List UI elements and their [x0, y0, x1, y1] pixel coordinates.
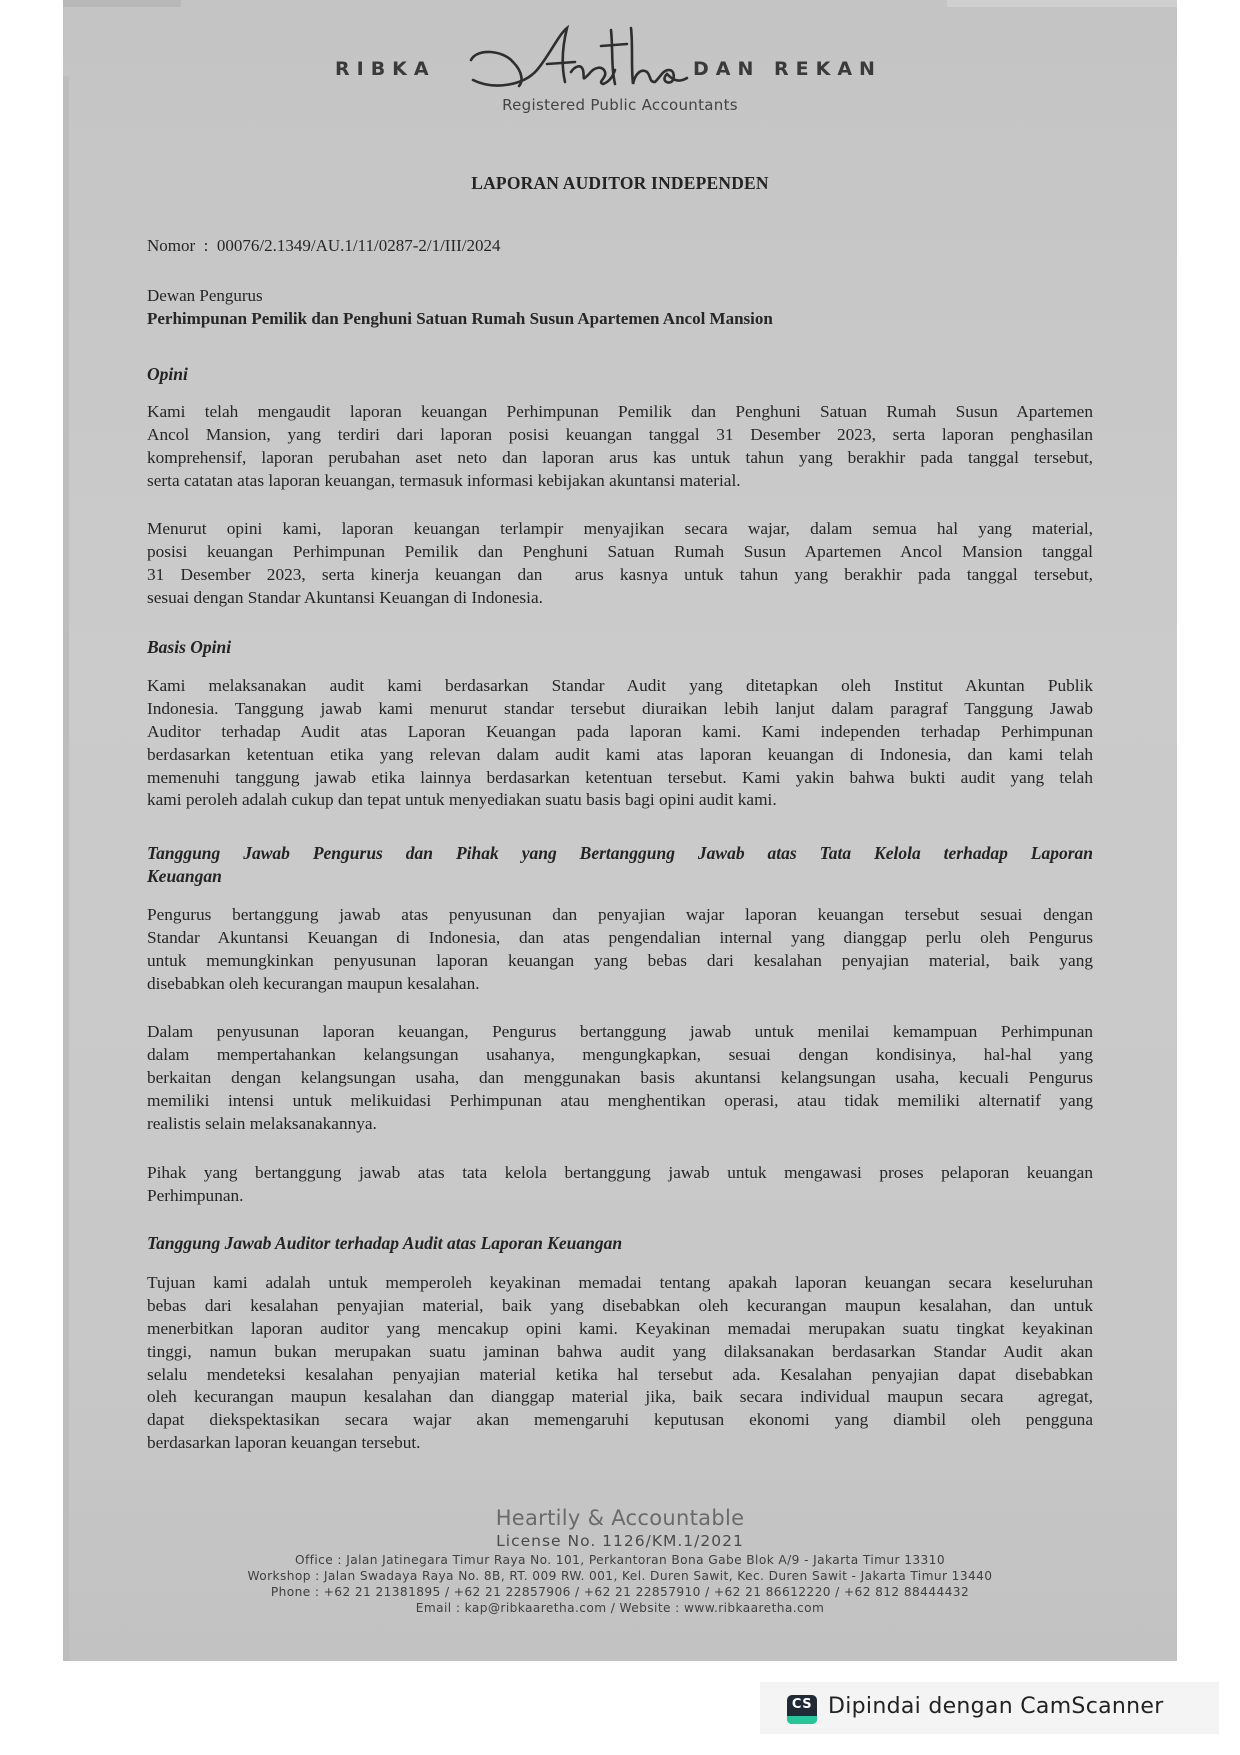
text-line: Kami melaksanakan audit kami berdasarkan Standar Audit yang ditetapkan oleh Institut Akuntan Publik	[147, 676, 1093, 695]
text-line: Standar Akuntansi Keuangan di Indonesia, dan atas pengendalian internal yang dianggap perlu oleh Pengurus	[147, 927, 1093, 947]
text-line: dapat diekspektasikan secara wajar akan memengaruhi keputusan ekonomi yang diambil oleh pengguna	[147, 1410, 1093, 1430]
text-line: Menurut opini kami, laporan keuangan terlampir menyajikan secara wajar, dalam semua hal yang material,	[147, 519, 1093, 538]
footer-workshop-address: Workshop : Jalan Swadaya Raya No. 8B, RT. 009 RW. 001, Kel. Duren Sawit, Kec. Duren Sawit - Jakarta Timur 13440	[247, 1569, 993, 1583]
footer-license: License No. 1126/KM.1/2021	[496, 1532, 744, 1550]
letterhead	[63, 18, 1177, 118]
text-line: berdasarkan laporan keuangan tersebut.	[147, 1433, 421, 1453]
section-heading-opini: Opini	[147, 364, 188, 384]
text-line: realistis selain melaksanakannya.	[147, 1113, 377, 1133]
footer-email-website: Email : kap@ribkaaretha.com / Website : www.ribkaaretha.com	[415, 1601, 825, 1615]
text-line: oleh kecurangan maupun kesalahan dan dianggap material jika, baik secara individual maupun secara agregat,	[147, 1387, 1093, 1407]
text-line: Perhimpunan.	[147, 1185, 244, 1205]
letterhead-dan-rekan: DAN REKAN	[693, 58, 882, 80]
document-title: LAPORAN AUDITOR INDEPENDEN	[471, 173, 769, 193]
section-heading-tanggung-jawab-pengurus-cont: Keuangan	[147, 866, 222, 886]
footer-tagline: Heartily & Accountable	[495, 1506, 745, 1530]
camscanner-logo-accent	[787, 1716, 817, 1724]
paragraph	[147, 401, 1093, 493]
text-line: dalam mempertahankan kelangsungan usahanya, mengungkapkan, sesuai dengan kondisinya, hal-hal yang	[147, 1044, 1093, 1064]
text-line: menerbitkan laporan auditor yang mencakup opini kami. Keyakinan memadai merupakan suatu tingkat keyakinan	[147, 1318, 1093, 1338]
camscanner-label: Dipindai dengan CamScanner	[828, 1694, 1164, 1719]
text-line: sesuai dengan Standar Akuntansi Keuangan di Indonesia.	[147, 587, 543, 607]
paragraph	[147, 1272, 1093, 1455]
paragraph	[147, 1021, 1093, 1135]
text-line: Pihak yang bertanggung jawab atas tata kelola bertanggung jawab untuk mengawasi proses pelaporan keuangan	[147, 1163, 1093, 1182]
text-line: Tujuan kami adalah untuk memperoleh keyakinan memadai tentang apakah laporan keuangan secara keseluruhan	[147, 1273, 1093, 1292]
text-line: tinggi, namun bukan merupakan suatu jaminan bahwa audit yang dilaksanakan berdasarkan Standar Audit akan	[147, 1341, 1093, 1361]
text-line: Auditor terhadap Audit atas Laporan Keuangan pada laporan kami. Kami independen terhadap Perhimpunan	[147, 721, 1093, 741]
text-line: posisi keuangan Perhimpunan Pemilik dan Penghuni Satuan Rumah Susun Apartemen Ancol Mansion tanggal	[147, 541, 1093, 561]
paragraph	[147, 518, 1093, 610]
paragraph	[147, 1162, 1093, 1208]
text-line: selalu mendeteksi kesalahan penyajian material ketika hal tersebut ada. Kesalahan penyajian dapat disebabkan	[147, 1364, 1093, 1384]
text-line: Kami telah mengaudit laporan keuangan Perhimpunan Pemilik dan Penghuni Satuan Rumah Susun Apartemen	[147, 402, 1093, 421]
text-line: memiliki intensi untuk melikuidasi Perhimpunan atau menghentikan operasi, atau tidak memiliki alternatif yang	[147, 1090, 1093, 1110]
scan-edge-shadow	[63, 76, 69, 1661]
text-line: kami peroleh adalah cukup dan tepat untuk menyediakan suatu basis bagi opini audit kami.	[147, 790, 777, 810]
addressee-line-2: Perhimpunan Pemilik dan Penghuni Satuan Rumah Susun Apartemen Ancol Mansion	[147, 309, 773, 328]
scan-edge-strip	[63, 0, 181, 7]
addressee-line-1: Dewan Pengurus	[147, 286, 263, 305]
document-number: Nomor : 00076/2.1349/AU.1/11/0287-2/1/III/2024	[147, 236, 501, 255]
text-line: Indonesia. Tanggung jawab kami menurut standar tersebut diuraikan lebih lanjut dalam paragraf Tanggung Jawab	[147, 698, 1093, 718]
camscanner-logo-text: CS	[791, 1697, 813, 1712]
text-line: bebas dari kesalahan penyajian material, baik yang disebabkan oleh kecurangan maupun kesalahan, dan untuk	[147, 1295, 1093, 1315]
text-line: Dalam penyusunan laporan keuangan, Pengurus bertanggung jawab untuk menilai kemampuan Perhimpunan	[147, 1022, 1093, 1041]
letterhead-footer	[63, 1505, 1177, 1616]
text-line: berkaitan dengan kelangsungan usaha, dan menggunakan basis akuntansi kelangsungan usaha, kecuali Pengurus	[147, 1067, 1093, 1087]
section-heading-basis-opini: Basis Opini	[147, 637, 232, 657]
text-line: Ancol Mansion, yang terdiri dari laporan posisi keuangan tanggal 31 Desember 2023, serta laporan penghasilan	[147, 424, 1093, 444]
aretha-script-logo	[463, 20, 703, 100]
text-line: memenuhi tanggung jawab etika lainnya berdasarkan ketentuan tersebut. Kami yakin bahwa bukti audit yang telah	[147, 767, 1093, 787]
paragraph	[147, 904, 1093, 996]
section-heading-tanggung-jawab-auditor: Tanggung Jawab Auditor terhadap Audit atas Laporan Keuangan	[147, 1233, 623, 1253]
footer-phone: Phone : +62 21 21381895 / +62 21 22857906 / +62 21 22857910 / +62 21 86612220 / +62 812 88444432	[270, 1585, 970, 1599]
letterhead-ribka: RIBKA	[335, 58, 436, 80]
letterhead-subtitle: Registered Public Accountants	[502, 96, 738, 114]
text-line: serta catatan atas laporan keuangan, termasuk informasi kebijakan akuntansi material.	[147, 470, 741, 490]
scanned-page	[63, 0, 1177, 1661]
text-line: untuk memungkinkan penyusunan laporan keuangan yang bebas dari kesalahan penyajian material, baik yang	[147, 950, 1093, 970]
section-heading-tanggung-jawab-pengurus: Tanggung Jawab Pengurus dan Pihak yang Bertanggung Jawab atas Tata Kelola terhadap Laporan	[147, 843, 1093, 863]
text-line: berdasarkan ketentuan etika yang relevan dalam audit kami atas laporan keuangan di Indonesia, dan kami telah	[147, 744, 1093, 764]
text-line: disebabkan oleh kecurangan maupun kesalahan.	[147, 973, 480, 993]
camscanner-logo-icon	[787, 1695, 817, 1724]
text-line: komprehensif, laporan perubahan aset neto dan laporan arus kas untuk tahun yang berakhir pada tanggal tersebut,	[147, 447, 1093, 467]
text-line: Pengurus bertanggung jawab atas penyusunan dan penyajian wajar laporan keuangan tersebut sesuai dengan	[147, 905, 1093, 924]
scan-edge-strip	[947, 0, 1177, 7]
paragraph	[147, 675, 1093, 812]
text-line: 31 Desember 2023, serta kinerja keuangan dan arus kasnya untuk tahun yang berakhir pada tanggal tersebut,	[147, 564, 1093, 584]
footer-office-address: Office : Jalan Jatinegara Timur Raya No. 101, Perkantoran Bona Gabe Blok A/9 - Jakarta Timur 13310	[295, 1553, 945, 1567]
camscanner-watermark	[760, 1682, 1219, 1734]
